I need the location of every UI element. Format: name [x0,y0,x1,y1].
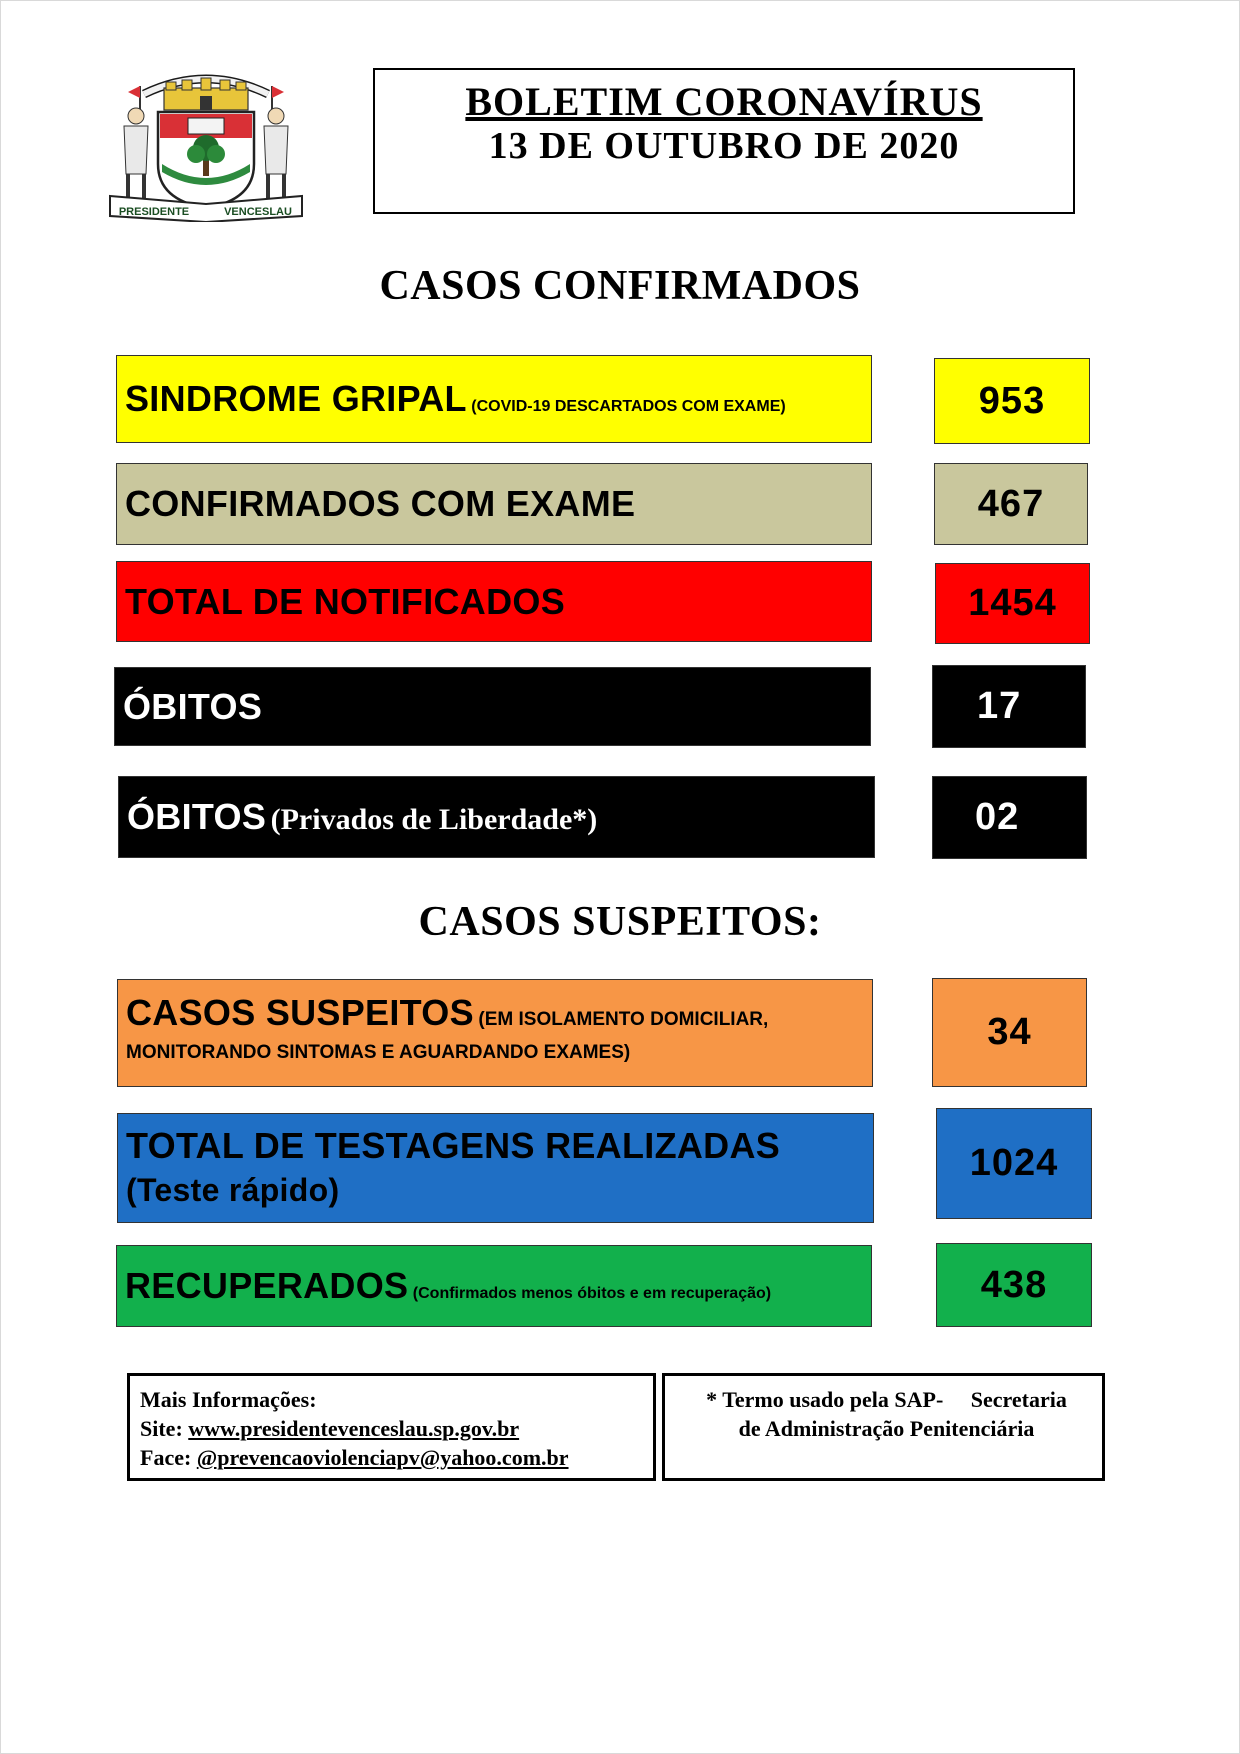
confirmados-label: CONFIRMADOS COM EXAME [125,483,636,524]
more-info-box [127,1373,656,1481]
sap-note-line2: de Administração Penitenciária [738,1416,1035,1441]
row-notificados-label [116,561,872,642]
suspeitos-note: (EM ISOLAMENTO DOMICILIAR, [478,1009,769,1030]
row-obitos-privados-label [118,776,875,858]
confirmados-value: 467 [934,463,1088,545]
row-sindrome-gripal-label [116,355,872,443]
row-recuperados-label [116,1245,872,1327]
sindrome-gripal-value: 953 [934,358,1090,444]
row-confirmados-label [116,463,872,545]
site-link[interactable]: www.presidentevenceslau.sp.gov.br [188,1416,520,1441]
testagens-note: (Teste rápido) [126,1172,340,1208]
face-link[interactable]: @prevencaoviolenciapv@yahoo.com.br [196,1445,569,1470]
city-crest-logo [106,72,306,222]
confirmed-heading: CASOS CONFIRMADOS [379,263,861,309]
obitos-label: ÓBITOS [123,685,263,727]
suspeitos-note-2: MONITORANDO SINTOMAS E AGUARDANDO EXAMES) [126,1042,631,1063]
suspected-heading: CASOS SUSPEITOS: [418,899,822,945]
obitos-value: 17 [932,665,1086,748]
sap-note-line1: * Termo usado pela SAP- Secretaria [706,1387,1067,1412]
recuperados-label: RECUPERADOS [125,1265,409,1306]
obitos-privados-label: ÓBITOS [127,796,267,837]
face-label: Face: [140,1445,197,1470]
obitos-privados-note: (Privados de Liberdade*) [270,803,598,836]
suspeitos-value: 34 [932,978,1087,1087]
crest-ribbon-left: PRESIDENTE [118,206,190,218]
recuperados-value: 438 [936,1243,1092,1327]
sap-note-box [662,1373,1105,1481]
obitos-privados-value: 02 [932,776,1087,859]
row-testagens-label [117,1113,874,1223]
row-suspeitos-label [117,979,873,1087]
site-label: Site: [140,1416,189,1441]
sindrome-gripal-label: SINDROME GRIPAL [125,378,467,419]
bulletin-date: 13 DE OUTUBRO DE 2020 [488,125,960,167]
suspeitos-label: CASOS SUSPEITOS [126,992,474,1033]
notificados-value: 1454 [935,563,1090,644]
testagens-label: TOTAL DE TESTAGENS REALIZADAS [126,1125,781,1166]
sindrome-gripal-note: (COVID-19 DESCARTADOS COM EXAME) [471,398,786,415]
bulletin-title-box [373,68,1075,214]
recuperados-note: (Confirmados menos óbitos e em recuperação) [412,1285,772,1302]
notificados-label: TOTAL DE NOTIFICADOS [125,580,566,622]
more-info-title: Mais Informações: [140,1387,317,1412]
row-obitos-label [114,667,871,746]
crest-ribbon-right: VENCESLAU [224,206,292,218]
bulletin-title: BOLETIM CORONAVÍRUS [465,79,983,124]
testagens-value: 1024 [936,1108,1092,1219]
